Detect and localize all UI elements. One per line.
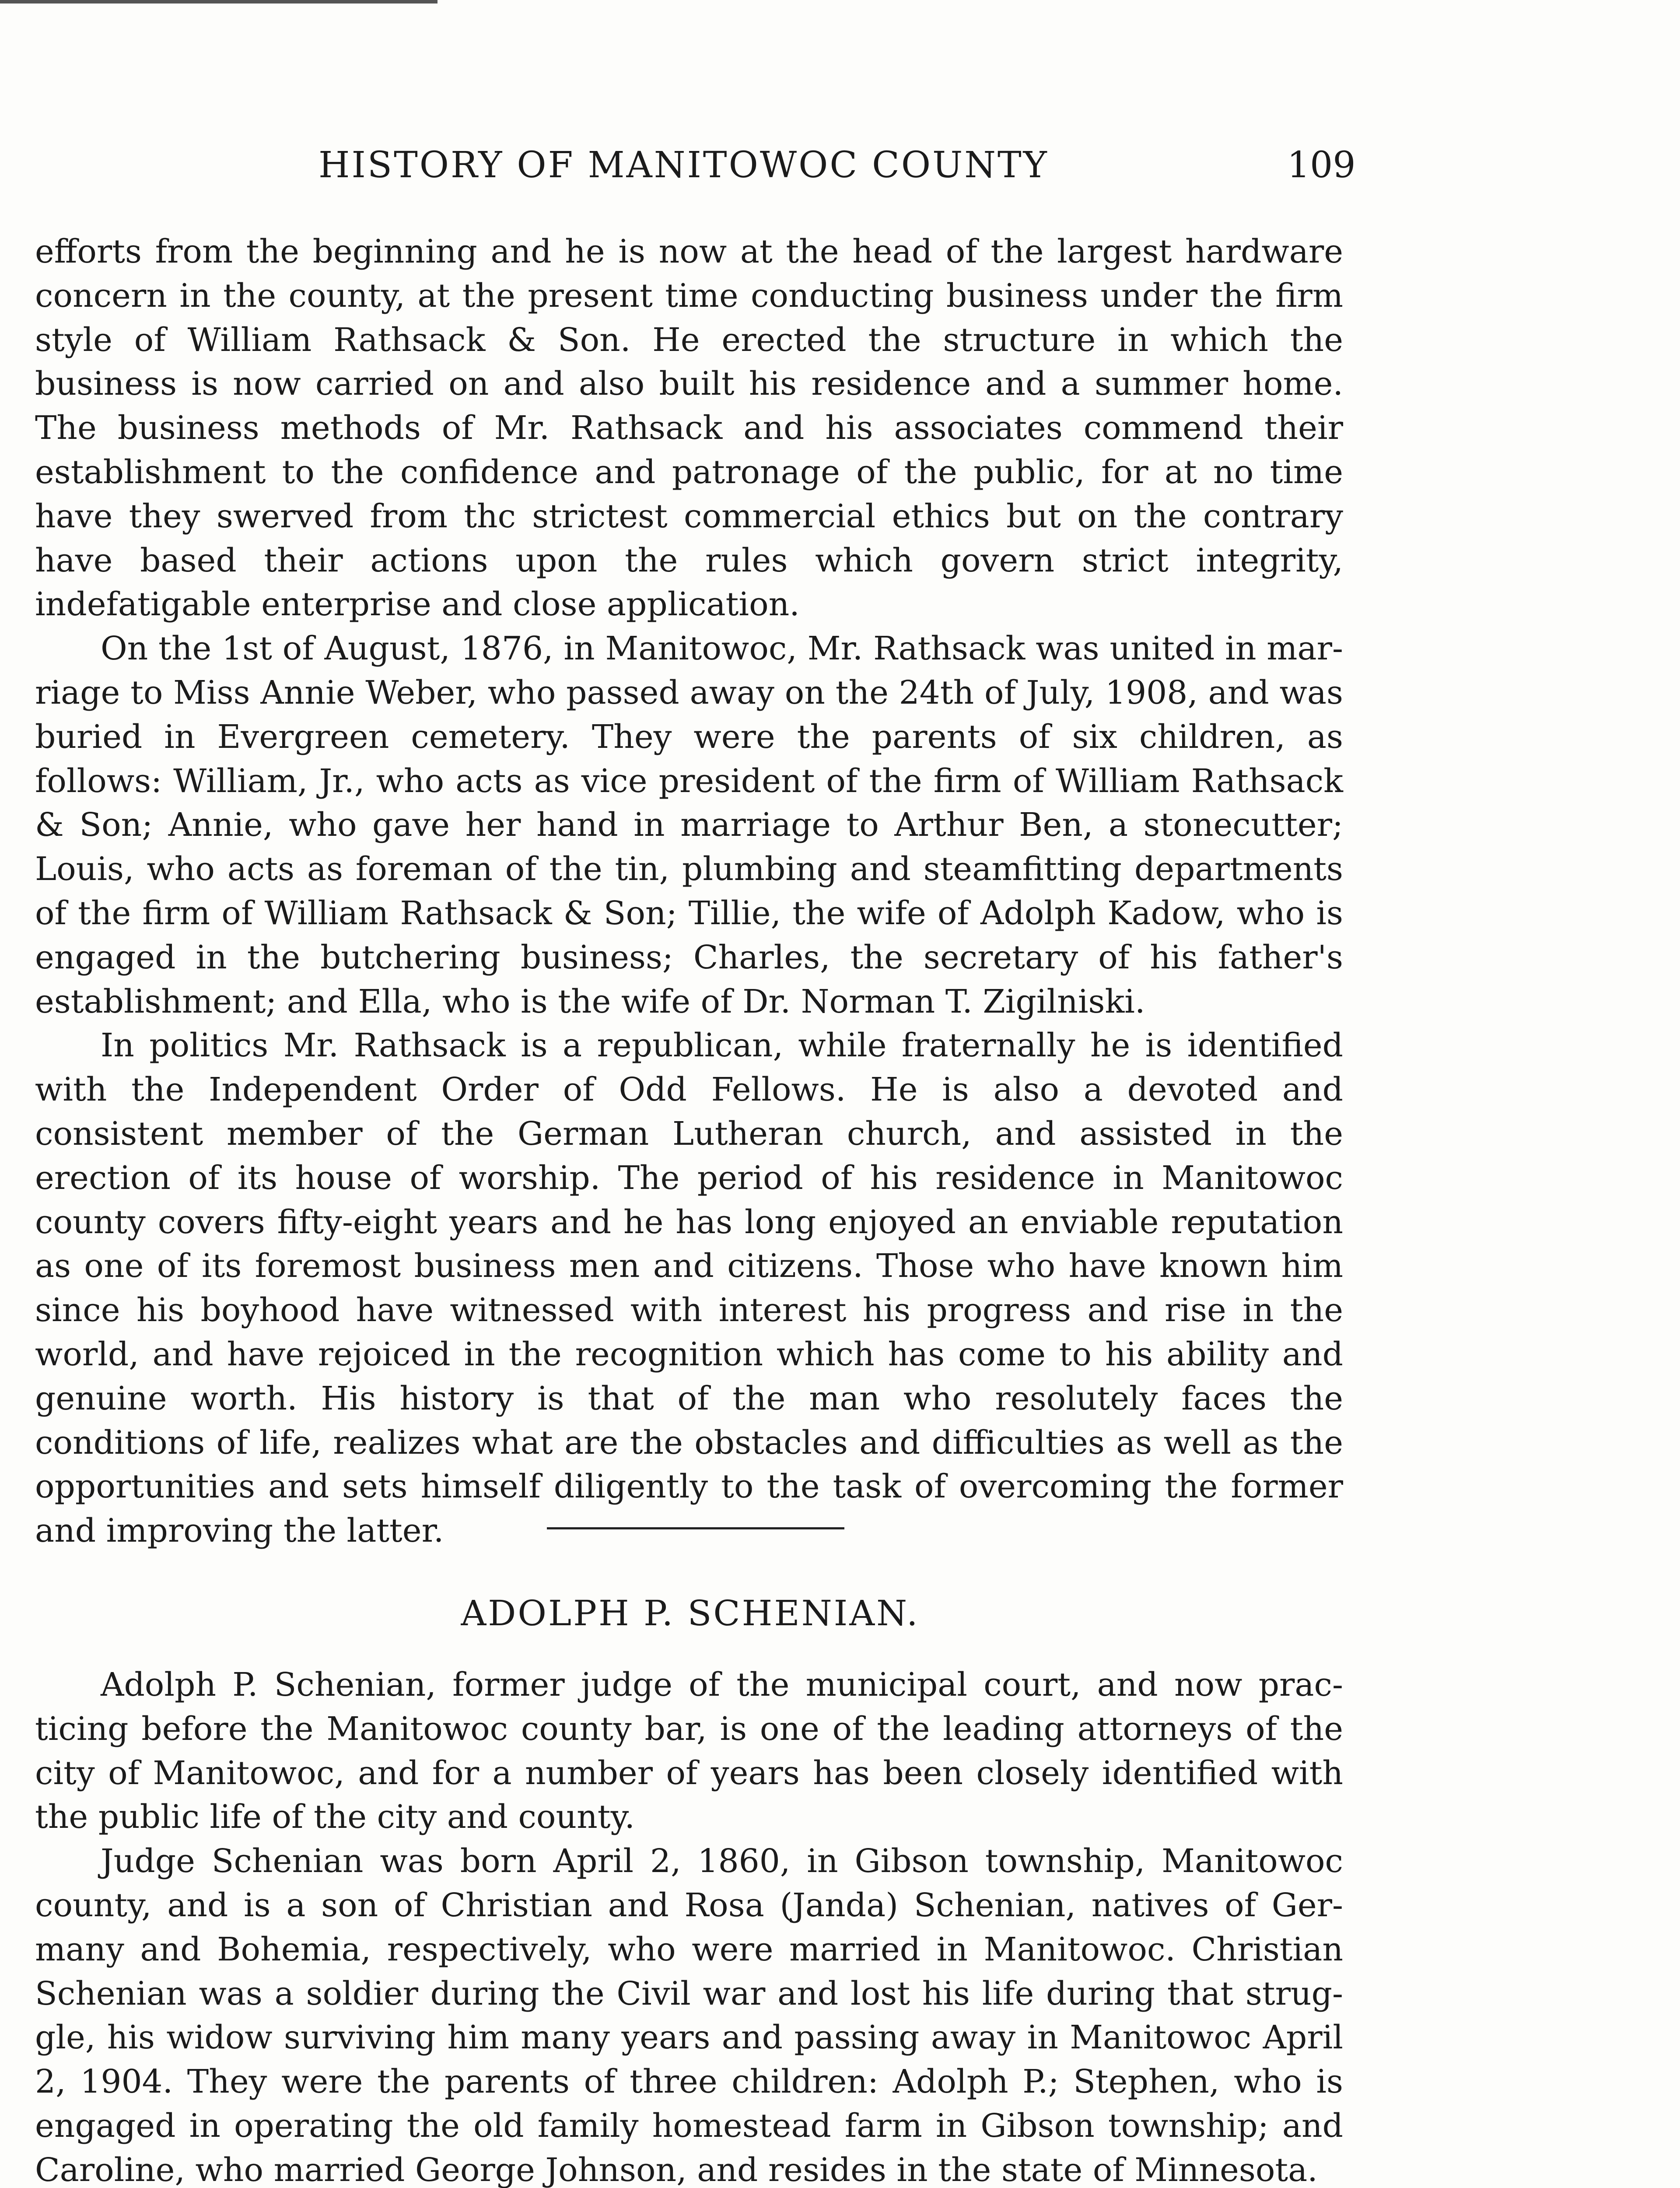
paragraph: Adolph P. Schenian, former judge of the municipal court, and now practicing before the Manitowoc county bar, is one of the leading attorneys of the city of Manitowoc, and for a number of years has been closely identified with the public life of the city and county. [35,1666,1343,1836]
paragraph: Judge Schenian was born April 2, 1860, in Gibson township, Manitowoc county, and is a son of Christian and Rosa (Janda) Schenian, natives of Germany and Bohemia, respectively, who were married in Manitowoc. Christian Schenian was a soldier during the Civil war and lost his life during that struggle, his widow surviving him many years and passing away in Manitowoc April 2, 1904. They were the parents of three children: Adolph P.; Stephen, who is engaged in operating the old family homestead farm in Gibson township; and Caroline, who married George Johnson, and resides in the state of Minnesota. [35,1842,1343,2188]
paragraph: On the 1st of August, 1876, in Manitowoc, Mr. Rathsack was united in marriage to Miss Annie Weber, who passed away on the 24th of July, 1908, and was buried in Evergreen cemetery. They were the parents of six children, as follows: William, Jr., who acts as vice president of the firm of William Rathsack & Son; Annie, who gave her hand in marriage to Arthur Ben, a stonecutter; Louis, who acts as foreman of the tin, plumbing and steamfitting departments of the firm of William Rathsack & Son; Tillie, the wife of Adolph Kadow, who is engaged in the butchering business; Charles, the secretary of his father's establishment; and Ella, who is the wife of Dr. Norman T. Zigilniski. [35,630,1343,1020]
paragraph: efforts from the beginning and he is now at the head of the largest hardware concern in the county, at the present time conducting business under the firm style of William Rathsack & Son. He erected the structure in which the business is now carried on and also built his residence and a summer home. The business methods of Mr. Rathsack and his associates commend their establishment to the confidence and patronage of the public, for at no time have they swerved from thc strictest commercial ethics but on the contrary have based their actions upon the rules which govern strict integrity, indefatigable enterprise and close application. [35,233,1343,624]
section-separator-rule [547,1527,844,1529]
section-schenian [35,1663,1343,2188]
section-title: ADOLPH P. SCHENIAN. [461,1593,920,1634]
running-head: HISTORY OF MANITOWOC COUNTY [318,144,1049,186]
top-edge-rule [0,0,438,4]
page-header [35,144,1356,206]
paragraph: In politics Mr. Rathsack is a republican, while fraternally he is identified with the Independent Order of Odd Fellows. He is also a devoted and consistent member of the German Lutheran church, and assisted in the erection of its house of worship. The period of his residence in Manitowoc county covers fifty-eight years and he has long enjoyed an enviable reputation as one of its foremost business men and citizens. Those who have known him since his boyhood have witnessed with interest his progress and rise in the world, and have rejoiced in the recognition which has come to his ability and genuine worth. His history is that of the man who resolutely faces the conditions of life, realizes what are the obstacles and difficulties as well as the opportunities and sets himself diligently to the task of overcoming the former and improving the latter. [35,1027,1343,1550]
page-number: 109 [1287,144,1356,186]
section-rathsack-continued [35,230,1343,1553]
